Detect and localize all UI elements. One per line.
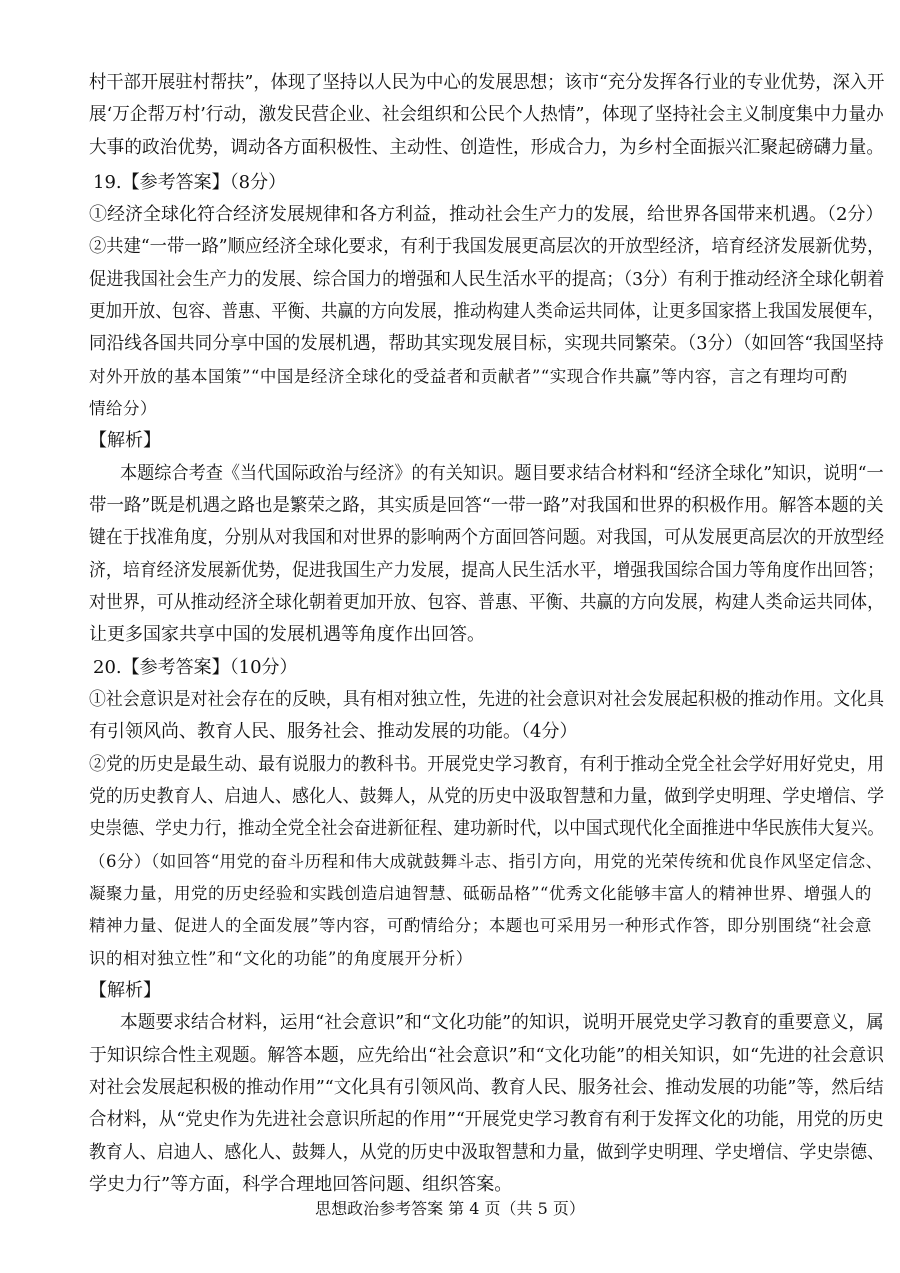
q19-answer-line: 促进我国社会生产力的发展、综合国力的增强和人民生活水平的提高；（3分）有利于推动经济全球化朝着: [89, 269, 885, 290]
q19-heading: 19.【参考答案】（8分）: [93, 172, 287, 193]
q20-heading: 20.【参考答案】（10分）: [93, 657, 298, 678]
q20-analysis-line: 学史力行”等方面，科学合理地回答问题、组织答案。: [89, 1174, 513, 1195]
q19-analysis-heading: 【解析】: [89, 430, 161, 451]
q20-note-line: 识的相对独立性”和“文化的功能”的角度展开分析）: [89, 949, 473, 968]
text-line: 大事的政治优势，调动各方面积极性、主动性、创造性，形成合力，为乡村全面振兴汇聚起磅礴力量。: [89, 137, 885, 158]
q19-note-line: 对外开放的基本国策”“中国是经济全球化的受益者和贡献者”“实现合作共赢”等内容，言之有理均可酌: [89, 367, 848, 386]
q19-analysis-line: 对世界，可从推动经济全球化朝着更加开放、包容、普惠、平衡、共赢的方向发展，构建人类命运共同体，: [89, 592, 884, 613]
text-line: 展‘万企帮万村’行动，激发民营企业、社会组织和公民个人热情”，体现了坚持社会主义制度集中力量办: [89, 104, 884, 125]
q19-analysis-line: 济，培育经济发展新优势，促进我国生产力发展，提高人民生活水平，增强我国综合国力等角度作出回答；: [89, 560, 884, 581]
q19-answer-line: ①经济全球化符合经济发展规律和各方利益，推动社会生产力的发展，给世界各国带来机遇。（2分）: [89, 204, 884, 225]
q19-answer-line: 更加开放、包容、普惠、平衡、共赢的方向发展，推动构建人类命运共同体，让更多国家搭上我国发展便车，: [89, 301, 884, 322]
q19-analysis-line: 带一路”既是机遇之路也是繁荣之路，其实质是回答“一带一路”对我国和世界的积极作用。解答本题的关: [89, 495, 884, 516]
text-line: 村干部开展驻村帮扶”，体现了坚持以人民为中心的发展思想；该市“充分发挥各行业的专业优势，深入开: [89, 72, 885, 93]
q19-note-line: 情给分）: [89, 399, 157, 418]
q20-answer-line: ②党的历史是最生动、最有说服力的教科书。开展党史学习教育，有利于推动全党全社会学好用好党史，用: [89, 754, 884, 775]
q20-note-line: 精神力量、促进人的全面发展”等内容，可酌情给分；本题也可采用另一种形式作答，即分别围绕“社会意: [89, 916, 872, 935]
page-footer: 思想政治参考答案 第 4 页（共 5 页）: [315, 1199, 585, 1218]
q20-answer-line: ①社会意识是对社会存在的反映，具有相对独立性，先进的社会意识对社会发展起积极的推动作用。文化具: [89, 689, 884, 710]
q20-analysis-line: 对社会发展起积极的推动作用”“文化具有引领风尚、教育人民、服务社会、推动发展的功能”等，然后结: [89, 1077, 884, 1098]
q19-analysis-line: 本题综合考查《当代国际政治与经济》的有关知识。题目要求结合材料和“经济全球化”知识，说明“一: [120, 463, 884, 484]
q20-answer-line: 党的历史教育人、启迪人、感化人、鼓舞人，从党的历史中汲取智慧和力量，做到学史明理、学史增信、学: [89, 786, 884, 807]
q19-answer-line: 同沿线各国共同分享中国的发展机遇，帮助其实现发展目标，实现共同繁荣。（3分）（如回答“我国坚持: [89, 333, 884, 354]
q20-analysis-line: 本题要求结合材料，运用“社会意识”和“文化功能”的知识，说明开展党史学习教育的重要意义，属: [120, 1012, 884, 1033]
q20-analysis-line: 教育人、启迪人、感化人、鼓舞人，从党的历史中汲取智慧和力量，做到学史明理、学史增信、学史崇德、: [89, 1142, 884, 1163]
q20-note-line: 凝聚力量，用党的历史经验和实践创造启迪智慧、砥砺品格”“优秀文化能够丰富人的精神世界、增强人的: [89, 884, 872, 903]
q20-answer-line: 有引领风尚、教育人民、服务社会、推动发展的功能。（4分）: [89, 721, 578, 742]
q20-note-line: （6分）（如回答“用党的奋斗历程和伟大成就鼓舞斗志、指引方向，用党的光荣传统和优良作风坚定信念、: [89, 852, 883, 871]
q19-answer-line: ②共建“一带一路”顺应经济全球化要求，有利于我国发展更高层次的开放型经济，培育经济发展新优势，: [89, 236, 885, 257]
q20-answer-line: 史崇德、学史力行，推动全党全社会奋进新征程、建功新时代，以中国式现代化全面推进中华民族伟大复兴。: [89, 818, 884, 839]
q19-analysis-line: 键在于找准角度，分别从对我国和对世界的影响两个方面回答问题。对我国，可从发展更高层次的开放型经: [89, 527, 884, 548]
q19-analysis-line: 让更多国家共享中国的发展机遇等角度作出回答。: [89, 624, 485, 645]
q20-analysis-line: 合材料，从“党史作为先进社会意识所起的作用”“开展党史学习教育有利于发挥文化的功能，用党的历史: [89, 1109, 884, 1130]
q20-analysis-heading: 【解析】: [89, 980, 161, 1001]
q20-analysis-line: 于知识综合性主观题。解答本题，应先给出“社会意识”和“文化功能”的相关知识，如“先进的社会意识: [89, 1045, 885, 1066]
